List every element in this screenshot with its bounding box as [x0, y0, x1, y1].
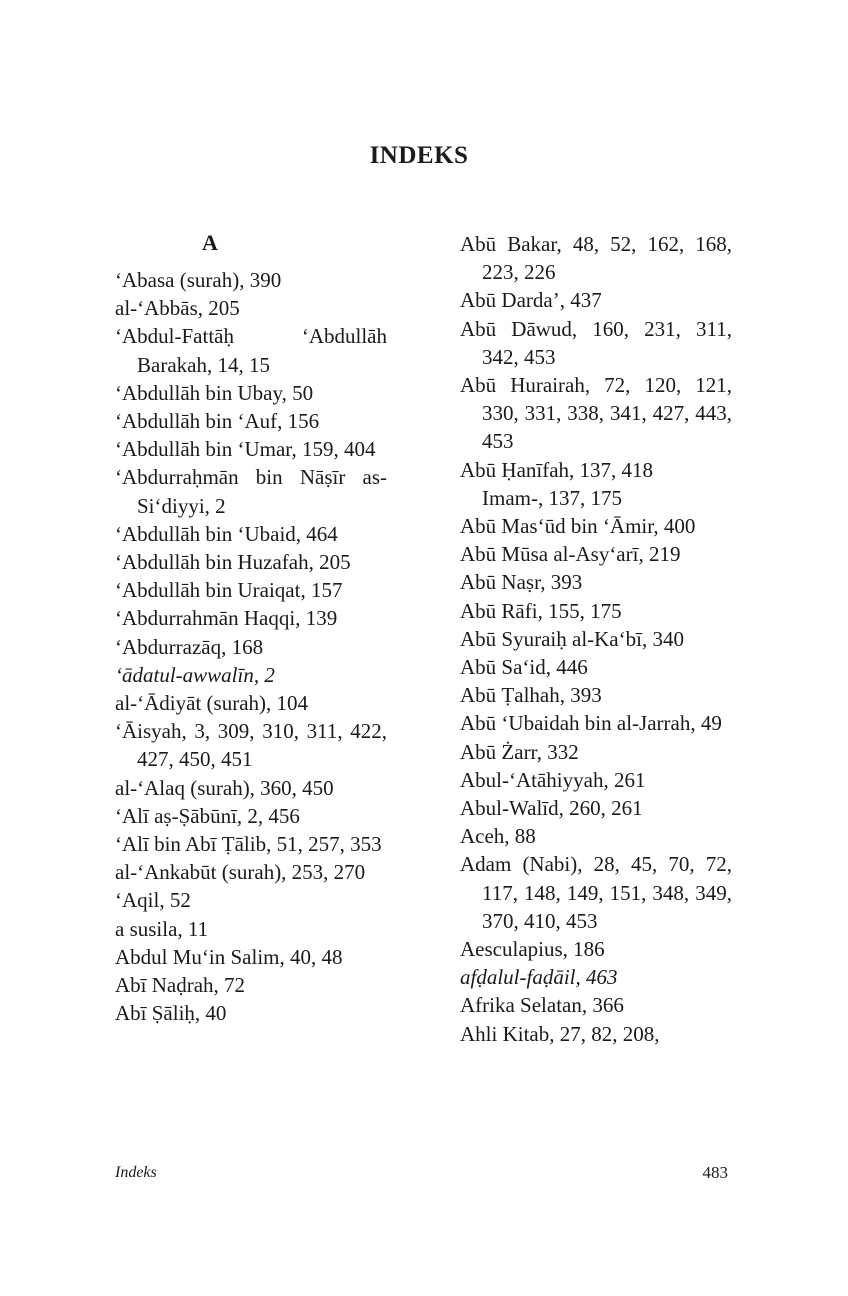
index-entry: al-‘Alaq (surah), 360, 450: [115, 775, 334, 800]
index-entry: Abū Mūsa al-Asy‘arī, 219: [460, 542, 681, 567]
index-entry: ‘Alī bin Abī Ṭālib, 51, 257, 353: [115, 832, 382, 857]
index-entry: Ahli Kitab, 27, 82, 208,: [460, 1021, 660, 1046]
running-title: Indeks: [115, 1164, 157, 1181]
index-entry: ‘Abdullāh bin Ubay, 50: [115, 380, 314, 405]
index-entry: Abū ‘Ubaidah bin al-Jarrah, 49: [460, 711, 722, 736]
index-entry: al-‘Ādiyāt (surah), 104: [115, 691, 309, 716]
index-entry: a susila, 11: [115, 916, 209, 941]
index-entry: Abul-Walīd, 260, 261: [460, 796, 643, 821]
index-entry: ‘Āisyah, 3, 309, 310, 311, 422, 427, 450, 451: [115, 719, 387, 772]
index-entry: ‘Abdurrahmān Haqqi, 139: [115, 606, 338, 631]
index-entry: ‘Abdullāh bin Uraiqat, 157: [115, 578, 343, 603]
index-entry: Abī Naḍrah, 72: [115, 973, 246, 998]
index-entry: Afrika Selatan, 366: [460, 993, 624, 1018]
index-entry: ‘Abdullāh bin ‘Umar, 159, 404: [115, 437, 376, 462]
index-column-right: [460, 230, 732, 1048]
index-entry: Abū Sa‘id, 446: [460, 655, 588, 680]
index-column-left: [115, 228, 387, 1027]
page-number: 483: [702, 1163, 728, 1182]
index-entry: Abdul Mu‘in Salim, 40, 48: [115, 944, 343, 969]
index-entry: ‘Abdullāh bin Huzafah, 205: [115, 550, 351, 575]
index-entry: Aesculapius, 186: [460, 937, 605, 962]
index-entry: Abū Rāfi, 155, 175: [460, 598, 622, 623]
page-title: INDEKS: [369, 142, 469, 169]
index-entry: ‘ādatul-awwalīn, 2: [115, 662, 275, 687]
section-letter: A: [202, 230, 218, 255]
index-entry: Abū Syuraiḥ al-Ka‘bī, 340: [460, 626, 684, 651]
index-entry: Aceh, 88: [460, 824, 536, 849]
index-entry: Abū Ḥanīfah, 137, 418: [460, 457, 654, 482]
index-entry: ‘Abasa (surah), 390: [115, 268, 282, 292]
index-entry: Abū Hurairah, 72, 120, 121, 330, 331, 338, 341, 427, 443, 453: [460, 373, 732, 454]
index-entry: Abū Mas‘ūd bin ‘Āmir, 400: [460, 514, 696, 539]
index-entry: ‘Abdul-Fattāḥ ‘Abdullāh Barakah, 14, 15: [115, 324, 387, 377]
index-entry: ‘Alī aṣ-Ṣābūnī, 2, 456: [115, 803, 300, 828]
index-entry: Abū Dāwud, 160, 231, 311, 342, 453: [460, 316, 732, 369]
index-entry: Abul-‘Atāhiyyah, 261: [460, 767, 646, 792]
index-list-left: [115, 266, 387, 1027]
index-list-right: [460, 230, 732, 1048]
index-entry: Imam-, 137, 175: [482, 485, 622, 510]
index-entry: Abū Ṭalhah, 393: [460, 683, 602, 708]
index-entry: Abū Darda’, 437: [460, 288, 602, 313]
index-entry: ‘Aqil, 52: [115, 888, 191, 913]
index-entry: Abū Bakar, 48, 52, 162, 168, 223, 226: [460, 232, 732, 285]
index-entry: Abū Naṣr, 393: [460, 570, 583, 595]
index-entry: Abī Ṣāliḥ, 40: [115, 1001, 227, 1026]
index-entry: ‘Abdurraḥmān bin Nāṣīr as-Si‘diyyi, 2: [115, 465, 387, 518]
index-entry: al-‘Ankabūt (surah), 253, 270: [115, 860, 366, 885]
index-entry: afḍalul-faḍāil, 463: [460, 965, 618, 990]
index-entry: al-‘Abbās, 205: [115, 296, 240, 321]
index-entry: ‘Abdullāh bin ‘Auf, 156: [115, 409, 320, 434]
index-entry: Abū Żarr, 332: [460, 739, 579, 764]
index-entry: ‘Abdurrazāq, 168: [115, 634, 264, 659]
index-entry: Adam (Nabi), 28, 45, 70, 72, 117, 148, 149, 151, 348, 349, 370, 410, 453: [460, 852, 732, 933]
index-entry: ‘Abdullāh bin ‘Ubaid, 464: [115, 521, 338, 546]
